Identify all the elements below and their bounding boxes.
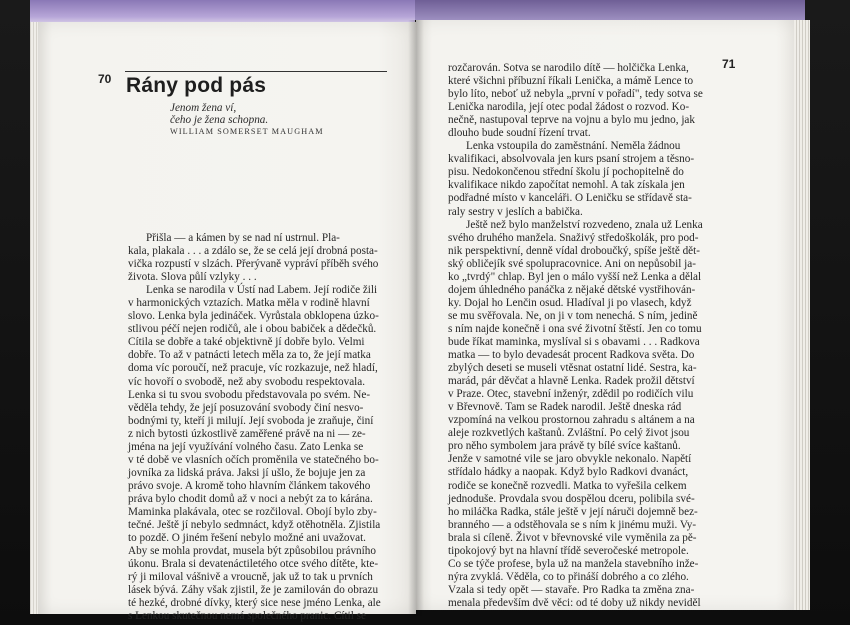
text-line: bodnými ty, kteří ji milují. Její svoboda je zraňuje, činí: [128, 414, 374, 427]
text-line: to pozdě. O jiném řešení nebylo možné ani uvažovat.: [128, 532, 366, 545]
text-line: v Praze. Otec, stavební inženýr, zdědil po rodičích vilu: [448, 388, 694, 401]
text-line: Cítila se dobře a také objektivně jí dobře bylo. Velmi: [128, 336, 365, 349]
text-line: dlouho bude soudní řízení trvat.: [448, 127, 591, 140]
text-line: dobře. To až v patnácti letech měla za to, že její matka: [128, 349, 371, 362]
text-line: s ním najde konečně i ona své životní štěstí. Jen co tomu: [448, 322, 702, 335]
text-line: v Břevnově. Tam se Radek narodil. Ještě dneska rád: [448, 401, 682, 414]
book-gutter: [408, 20, 424, 616]
text-line: bylo líto, neboť už nebyla „první v pořadí", tedy sotva se: [448, 88, 703, 101]
text-line: Lenka si tu svou svobodu představovala po svém. Ne-: [128, 388, 371, 401]
left-page-number: 70: [98, 72, 112, 86]
text-line: pro něho symbolem jara právě ty bílé svíce kaštanů.: [448, 440, 681, 453]
text-line: marád, pár děvčat a hlavně Lenka. Radek prožil dětství: [448, 375, 695, 388]
text-line: úkonu. Brala si devatenáctiletého otce svého dítěte, kte-: [128, 558, 379, 571]
text-line: raly sestry v jeslích a babička.: [448, 205, 583, 218]
text-line: Jenže v samotné vile se jaro obvykle nekonalo. Napětí: [448, 453, 692, 466]
text-line: střídalo hádky a naopak. Když bylo Radkovi dvanáct,: [448, 466, 689, 479]
text-line: tipokojový byt na hlavní třídě severočeské metropole.: [448, 544, 689, 557]
text-line: doma víc poroučí, než pracuje, víc rozkazuje, než hladí,: [128, 362, 378, 375]
text-line: pisu. Nedokončenou střední školu jí pochopitelně do: [448, 166, 684, 179]
chapter-title: Rány pod pás: [126, 74, 267, 97]
text-line: z nich bytosti úzkostlivě zaměřené právě na ni — ze-: [128, 427, 366, 440]
text-line: lásek bývá. Záhy však zjistil, že je zamilován do obrazu: [128, 584, 379, 597]
cover-edge-right: [415, 0, 805, 20]
text-line: Aby se mohla provdat, musela být způsobilou právního: [128, 545, 376, 558]
text-line: ky. Dojal ho Lenčin osud. Hladíval ji po vlasech, když: [448, 296, 692, 309]
left-body-text: [128, 232, 388, 623]
text-line: vzpomíná na velkou prostornou zahradu s altánem a na: [448, 414, 695, 427]
text-line: nečně, nastupoval teprve na vojnu a bylo mu jedno, jak: [448, 114, 695, 127]
text-line: brala si cíleně. Život v břevnovské vile vyměnila za pě-: [448, 531, 697, 544]
text-line: vička rozpustí v slzách. Přerývaně vypráví příběh svého: [128, 258, 379, 271]
text-line: stlivou péčí nejen rodičů, ale i obou babiček a dědečků.: [128, 323, 377, 336]
text-line: menala především dvě věci: od té doby už nikdy neviděl: [448, 596, 701, 609]
text-line: ho miláčka Radka, stále ještě v její náruči dojemně bez-: [448, 505, 698, 518]
text-line: branného — a odstěhovala se s ním k jinému muži. Vy-: [448, 518, 697, 531]
text-line: nýra zvyklá. Věděla, co to přináší dobrého a co zlého.: [448, 570, 689, 583]
text-line: kvalifikace nikdo započítat nemohl. A tak získala jen: [448, 179, 685, 192]
text-line: ský obličejík své spolupracovnice. Ani on nepůsobil ja-: [448, 257, 696, 270]
epigraph-line-1: Jenom žena ví,: [170, 102, 237, 114]
text-line: té hezké, drobné dívky, který sice nese jméno Lenka, ale: [128, 597, 381, 610]
text-line: života. Slova půlí vzlyky . . .: [128, 271, 257, 284]
page-edges-right: [794, 20, 810, 610]
text-line: slovo. Lenka byla jedináček. Vyrůstala obklopena úzko-: [128, 310, 379, 323]
right-page-number: 71: [722, 57, 736, 71]
text-line: rodiče se konečně rozvedli. Matka to vyřešila celkem: [448, 479, 687, 492]
text-line: ko „tvrdý" chlap. Byl jen o málo vyšší než Lenka a dělal: [448, 270, 702, 283]
text-line: bude říkat maminka, myslíval si s obavami . . . Radkova: [448, 335, 700, 348]
text-line: aleje rozkvetlých kaštanů. Zvláštní. Po celý život jsou: [448, 427, 690, 440]
text-line: rozčarován. Sotva se narodilo dítě — holčička Lenka,: [448, 62, 689, 74]
text-line: kvalifikaci, absolvovala jen kurs psaní strojem a těsno-: [448, 153, 695, 166]
epigraph-author: WILLIAM SOMERSET MAUGHAM: [170, 127, 324, 136]
text-line: zbylých deseti se museli vtěsnat ostatní lidé. Sestra, ka-: [448, 362, 697, 375]
text-line: jovníka za lidská práva. Jaksi jí ušlo, že bojuje jen za: [128, 466, 366, 479]
text-line: dojem úhledného panáčka z nějaké dětské vystřihován-: [448, 283, 696, 296]
text-line: věděla tehdy, že její posuzování svobody činí nesvo-: [128, 401, 364, 414]
text-line: kala, plakala . . . a zdálo se, že se celá její drobná posta-: [128, 245, 378, 258]
text-line: Lenka se narodila v Ústí nad Labem. Její rodiče žili: [146, 284, 378, 297]
right-body-text: [448, 62, 723, 610]
title-rule: [125, 71, 387, 72]
text-line: Lenka vstoupila do zaměstnání. Neměla žádnou: [466, 140, 681, 153]
text-line: které všichni příbuzní říkali Lenička, a mámě Lence to: [448, 75, 694, 88]
text-line: matka — to bylo devadesát procent Radkova světa. Do: [448, 349, 695, 362]
text-line: Přišla — a kámen by se nad ní ustrnul. Pla-: [146, 232, 340, 244]
text-line: v harmonických vztazích. Matka měla v rodině hlavní: [128, 297, 370, 310]
text-line: víc hovoří o svobodě, než aby svobodu respektovala.: [128, 375, 366, 388]
text-line: Lenička narodila, její otec podal žádost o rozvod. Ko-: [448, 101, 690, 114]
epigraph-line-2: čeho je žena schopna.: [170, 114, 269, 126]
text-line: Co se týče profese, byla už na manžela stavebního inže-: [448, 557, 699, 570]
text-line: podřadné místo v kanceláři. O Leničku se střídavě sta-: [448, 192, 692, 205]
text-line: právo svoje. A kromě toho hlavním článkem takového: [128, 479, 371, 492]
text-line: rý ji miloval vášnivě a vroucně, jak už to tak u prvních: [128, 571, 373, 584]
text-line: jednoduše. Provdala svou dospělou dceru, polibila své-: [448, 492, 695, 505]
text-line: nik perspektivní, denně vídal droboučký, spíše ještě dět-: [448, 244, 700, 257]
text-line: Maminka plakávala, otec se rozčiloval. Obojí bylo zby-: [128, 505, 377, 518]
text-line: Vzala si tedy opět — stavaře. Pro Radka ta změna zna-: [448, 583, 695, 596]
cover-edge-left: [30, 0, 415, 24]
text-line: svého druhého manžela. Snaživý středoškolák, pro pod-: [448, 231, 699, 244]
text-line: Ještě než bylo manželství rozvedeno, znala už Lenka: [466, 218, 703, 231]
text-line: se mu svěřovala. Ne, on ji v tom nenechá. S ním, jedině: [448, 309, 698, 322]
text-line: v té době ve vlasních očích proměnila ve statečného bo-: [128, 453, 379, 466]
text-line: jména na její využívání volného času. Zato Lenka se: [128, 440, 364, 453]
text-line: práva bylo chodit domů až v noci a nebýt za to kárána.: [128, 492, 373, 505]
text-line: s Lenkou skutečnou nemá společného pranic. Cítil se: [128, 610, 366, 623]
text-line: tečné. Ještě jí nebylo sedmnáct, když otěhotněla. Zjistila: [128, 519, 381, 532]
